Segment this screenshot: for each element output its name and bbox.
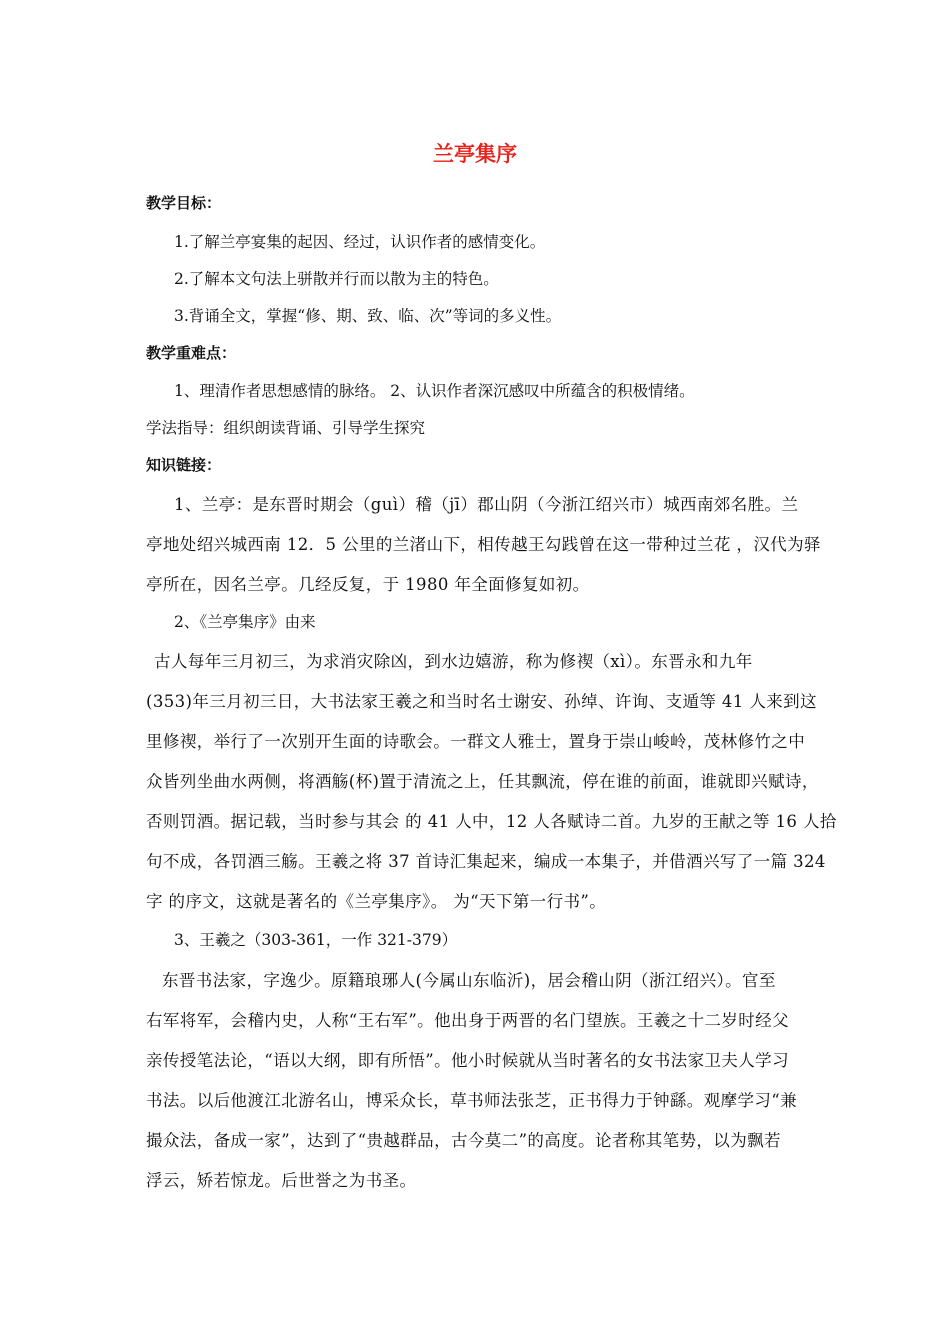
knowledge-line: 字 的序文，这就是著名的《兰亭集序》。 为“天下第一行书”。 — [146, 892, 607, 911]
knowledge-line: 古人每年三月初三，为求消灾除凶，到水边嬉游，称为修禊（xì）。东晋永和九年 — [154, 652, 753, 671]
key-points-heading: 教学重难点： — [146, 344, 237, 362]
objective-item: 3.背诵全文，掌握“修、期、致、临、次”等词的多义性。 — [174, 307, 562, 325]
knowledge-line: 浮云，矫若惊龙。后世誉之为书圣。 — [146, 1171, 417, 1190]
knowledge-line: 东晋书法家，字逸少。原籍琅琊人(今属山东临沂)，居会稽山阴（浙江绍兴）。官至 — [162, 971, 776, 990]
knowledge-line: 右军将军，会稽内史，人称“王右军”。他出身于两晋的名门望族。王羲之十二岁时经父 — [146, 1011, 789, 1030]
knowledge-line: 亭地处绍兴城西南 12．5 公里的兰渚山下，相传越王勾践曾在这一带种过兰花 ，汉代为驿 — [146, 535, 821, 554]
method-text: 学法指导：组织朗读背诵、引导学生探究 — [146, 419, 426, 437]
knowledge-line: 里修禊，举行了一次别开生面的诗歌会。一群文人雅士，置身于崇山峻岭，茂林修竹之中 — [146, 732, 806, 751]
knowledge-line: 书法。以后他渡江北游名山，博采众长，草书师法张芝，正书得力于钟繇。观摩学习“兼 — [146, 1091, 798, 1110]
knowledge-heading: 知识链接： — [146, 456, 222, 474]
knowledge-line: 亭所在，因名兰亭。几经反复，于 1980 年全面修复如初。 — [146, 575, 590, 594]
objective-item: 1.了解兰亭宴集的起因、经过，认识作者的感情变化。 — [174, 233, 546, 251]
objectives-heading: 教学目标： — [146, 194, 222, 212]
section-title: 2、《兰亭集序》由来 — [174, 613, 316, 631]
document-title: 兰亭集序 — [433, 142, 517, 166]
knowledge-line: 众皆列坐曲水两侧，将酒觞(杯)置于清流之上，任其飘流，停在谁的前面，谁就即兴赋诗， — [146, 772, 819, 791]
knowledge-line: 1、兰亭：是东晋时期会（guì）稽（jī）郡山阴（今浙江绍兴市）城西南郊名胜。兰 — [174, 495, 799, 514]
knowledge-line: 否则罚酒。据记载，当时参与其会 的 41 人中，12 人各赋诗二首。九岁的王献之等 16 人拾 — [146, 812, 837, 831]
key-points-text: 1、理清作者思想感情的脉络。 2、认识作者深沉感叹中所蕴含的积极情绪。 — [174, 382, 695, 400]
knowledge-line: 句不成，各罚酒三觞。王羲之将 37 首诗汇集起来，编成一本集子，并借酒兴写了一篇 324 — [146, 852, 826, 871]
knowledge-line: 亲传授笔法论，“语以大纲，即有所悟”。他小时候就从当时著名的女书法家卫夫人学习 — [146, 1051, 789, 1070]
knowledge-line: 撮众法，备成一家”，达到了“贵越群品，古今莫二”的高度。论者称其笔势，以为飘若 — [146, 1131, 781, 1150]
knowledge-line: (353)年三月初三日，大书法家王羲之和当时名士谢安、孙绰、许询、支遁等 41 人来到这 — [146, 692, 817, 711]
objective-item: 2.了解本文句法上骈散并行而以散为主的特色。 — [174, 270, 499, 288]
section-title: 3、王羲之（303-361，一作 321-379） — [174, 931, 458, 949]
